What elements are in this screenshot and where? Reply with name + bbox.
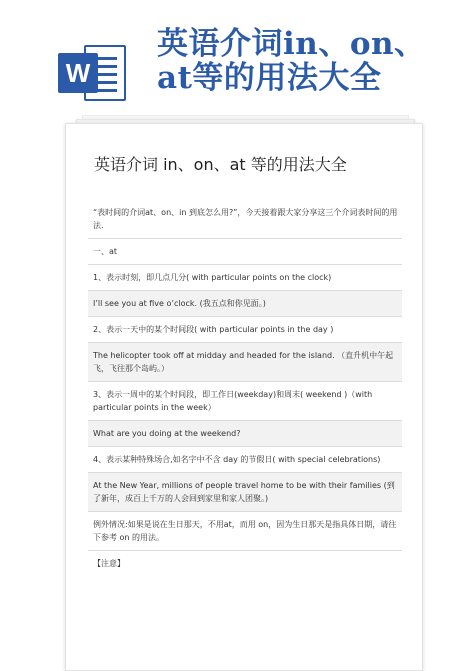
example-sentence: I’ll see you at five o’clock. (我五点和你见面。): [88, 290, 402, 316]
paragraph: 2、表示一天中的某个时间段( with particular points in the day ): [88, 316, 402, 342]
section-heading: 一、at: [88, 238, 402, 264]
word-logo-badge: W: [58, 53, 98, 93]
example-sentence: The helicopter took off at midday and headed for the island. （直升机中午起飞，飞往那个岛屿。）: [88, 342, 402, 381]
paragraph: 例外情况:如果是说在生日那天，不用at，而用 on，因为生日那天是指具体日期，请往下参考 on 的用法。: [88, 511, 402, 550]
banner-title: 英语介词in、on、at等的用法大全: [157, 26, 426, 96]
banner: [0, 0, 474, 122]
paragraph: “表时间的介词at、on、in 到底怎么用?”，今天接着跟大家分享这三个介词表时间的用法.: [93, 208, 398, 230]
paragraph: 3、表示一周中的某个时间段，即工作日(weekday)和周末( weekend )（with particular points in the week）: [88, 381, 402, 420]
paragraph: 4、表示某种特殊场合,如名字中不含 day 的节假日( with special celebrations): [88, 446, 402, 472]
document-title: 英语介词 in、on、at 等的用法大全: [94, 155, 347, 174]
paragraph: 1、表示时刻，即几点几分( with particular points on the clock): [88, 264, 402, 290]
note-heading: 【注意】: [88, 550, 402, 576]
document-body: [88, 200, 402, 576]
example-sentence: What are you doing at the weekend?: [88, 420, 402, 446]
example-sentence: At the New Year, millions of people travel home to be with their families (到了新年，成百上千万的人会回到家里和家人团聚。): [88, 472, 402, 511]
word-doc-icon: [58, 41, 128, 103]
